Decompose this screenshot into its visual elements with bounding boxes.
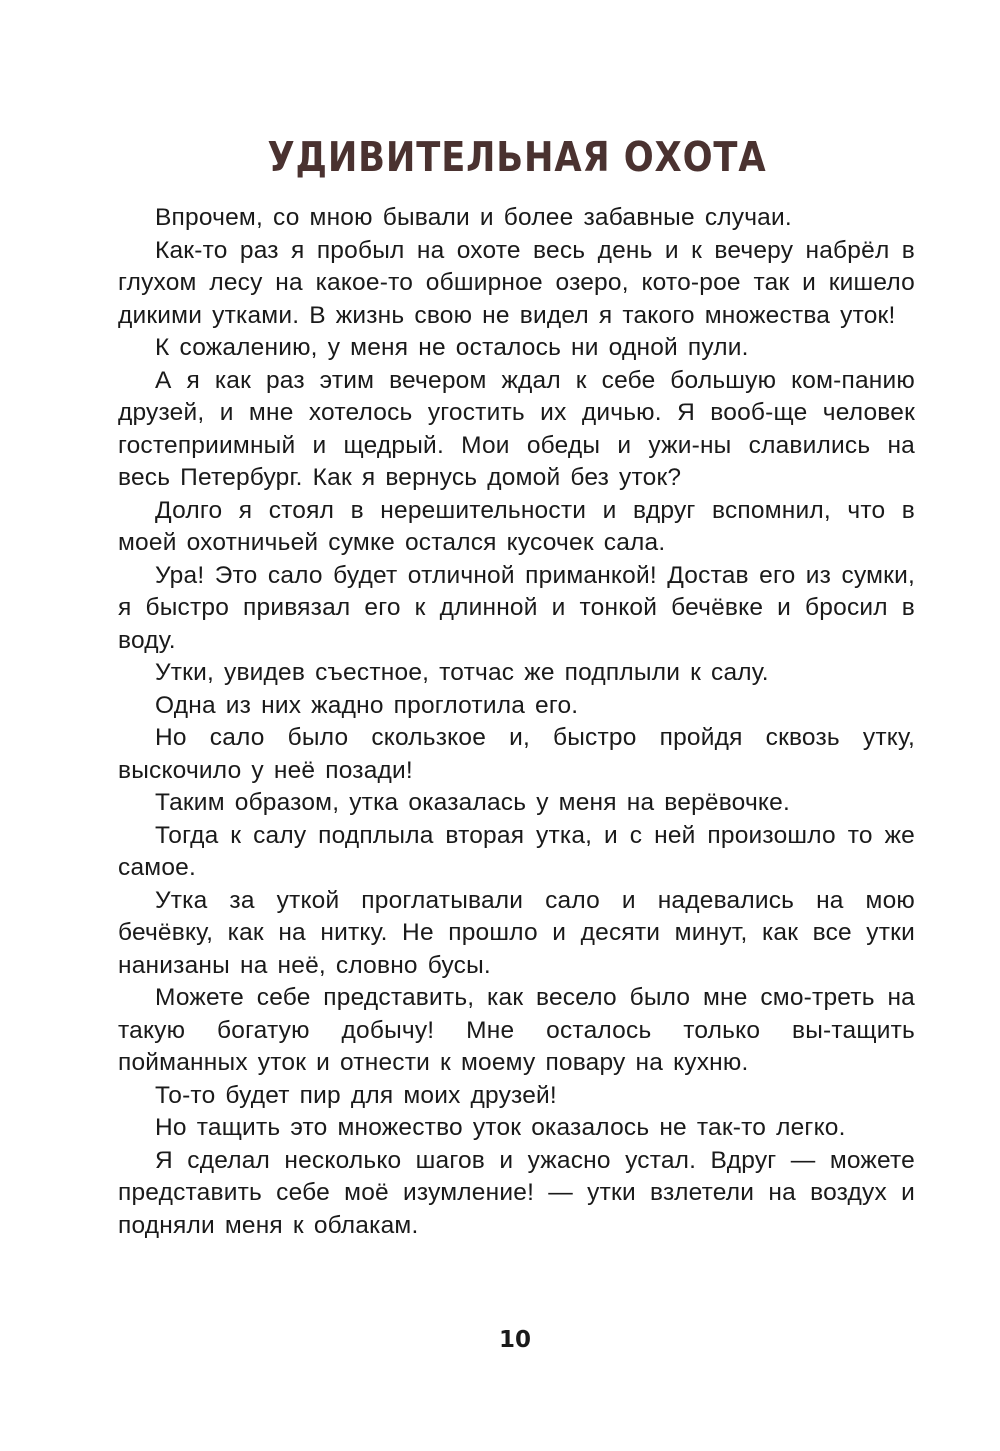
page-number: 10 xyxy=(498,1327,531,1353)
paragraph: Одна из них жадно проглотила его. xyxy=(155,691,579,719)
paragraph: А я как раз этим вечером ждал к себе большую ком-панию друзей, и мне хотелось угостить их дичью. Я вооб-ще человек гостеприимный и щедрый. Мои обеды и ужи-ны славились на весь Петербург. Как я вернусь домой без уток? xyxy=(118,366,915,491)
paragraph: Долго я стоял в нерешительности и вдруг вспомнил, что в моей охотничьей сумке остался кусочек сала. xyxy=(118,496,915,556)
paragraph: Можете себе представить, как весело было мне смо-треть на такую богатую добычу! Мне осталось только вы-тащить пойманных уток и отнести к моему повару на кухню. xyxy=(118,984,915,1076)
paragraph: Ура! Это сало будет отличной приманкой! Достав его из сумки, я быстро привязал его к длинной и тонкой бечёвке и бросил в воду. xyxy=(118,561,915,654)
paragraph: Впрочем, со мною бывали и более забавные случаи. xyxy=(155,204,792,231)
paragraph: Но сало было скользкое и, быстро пройдя сквозь утку, выскочило у неё позади! xyxy=(118,724,915,784)
paragraph: То-то будет пир для моих друзей! xyxy=(155,1081,557,1109)
paragraph: Но тащить это множество уток оказалось не так-то легко. xyxy=(155,1114,846,1141)
paragraph: Таким образом, утка оказалась у меня на верёвочке. xyxy=(155,789,790,816)
story-text xyxy=(118,202,915,1242)
paragraph: К сожалению, у меня не осталось ни одной пули. xyxy=(155,334,749,361)
paragraph: Утка за уткой проглатывали сало и надевались на мою бечёвку, как на нитку. Не прошло и десяти минут, как все утки нанизаны на неё, словно бусы. xyxy=(118,886,915,979)
paragraph: Тогда к салу подплыла вторая утка, и с ней произошло то же самое. xyxy=(118,821,915,881)
paragraph: Я сделал несколько шагов и ужасно устал. Вдруг — можете представить себе моё изумление! — утки взлетели на воздух и подняли меня к облакам. xyxy=(118,1146,915,1239)
chapter-title: УДИВИТЕЛЬНАЯ ОХОТА xyxy=(267,133,767,182)
paragraph: Утки, увидев съестное, тотчас же подплыли к салу. xyxy=(155,659,769,686)
paragraph: Как-то раз я пробыл на охоте весь день и к вечеру набрёл в глухом лесу на какое-то обширное озеро, кото-рое так и кишело дикими утками. В жизнь свою не видел я такого множества уток! xyxy=(118,236,915,329)
